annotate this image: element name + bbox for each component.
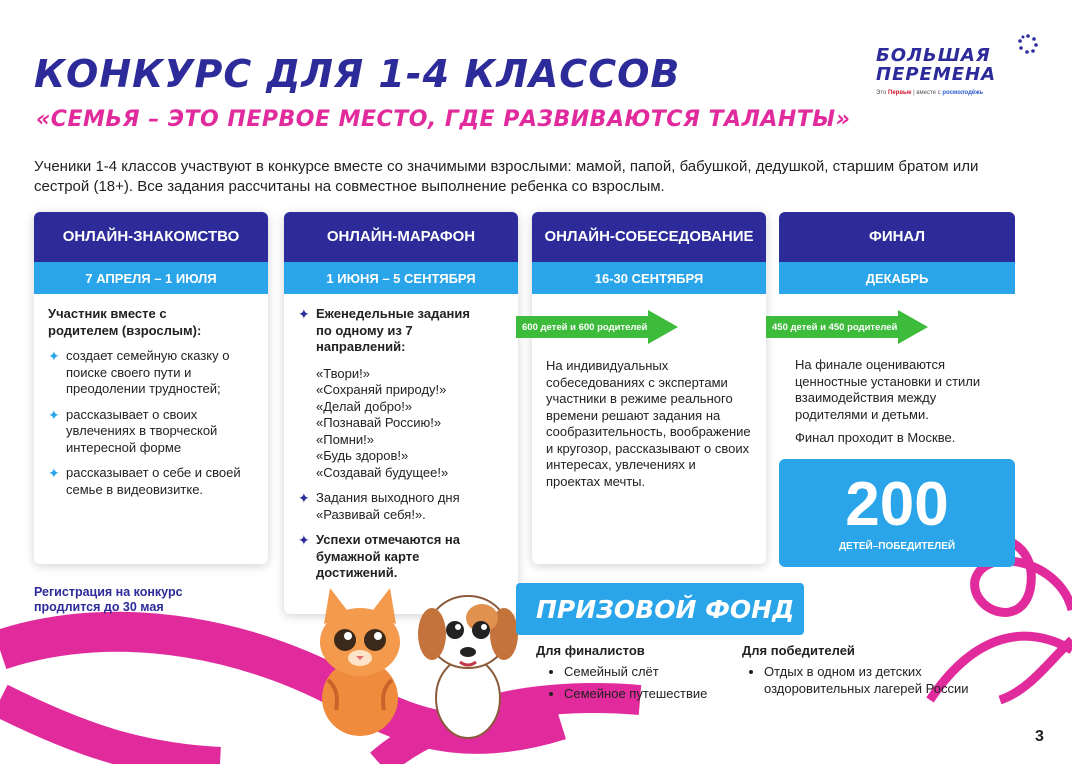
list-item: [298, 306, 504, 356]
stage-dates: 7 АПРЕЛЯ – 1 ИЮЛЯ: [34, 262, 268, 294]
arrow-right-icon: [766, 310, 928, 344]
page-title: КОНКУРС ДЛЯ 1-4 КЛАССОВ: [34, 52, 681, 96]
list-item: [48, 348, 254, 398]
page-number: 3: [1035, 728, 1044, 745]
prize-finalists-list: [536, 663, 736, 702]
winners-label: ДЕТЕЙ–ПОБЕДИТЕЛЕЙ: [838, 541, 956, 552]
stage-title: ОНЛАЙН-МАРАФОН: [284, 212, 518, 262]
list-item: [48, 407, 254, 457]
sparkle-icon: ✦: [298, 490, 310, 506]
prize-winners: [742, 642, 1002, 702]
direction-item: «Твори!»: [316, 365, 370, 381]
directions-list: [316, 366, 504, 482]
prize-finalists: [536, 642, 736, 707]
stage-lead: Участник вместе с родителем (взрослым):: [48, 306, 202, 338]
sparkle-icon: ✦: [298, 532, 310, 548]
stage-description: На индивидуальных собеседованиях с экспертами участники в режиме реального времени решают задания на сообразительность, воображение и кругозор, рассказывают о своих интересах, увлечениях и проектах мечты.: [546, 358, 751, 489]
direction-item: «Делай добро!»: [316, 398, 413, 414]
list-item: • Отдых в одном из детских оздоровительных лагерей России: [764, 663, 1002, 697]
bullet-text: Задания выходного дня «Развивай себя!».: [316, 490, 460, 522]
pets-illustration: [300, 580, 530, 740]
list-item: • Семейный слёт: [564, 663, 736, 680]
direction-item: «Будь здоров!»: [316, 448, 409, 463]
logo-sub-mid: вместе с: [916, 90, 941, 96]
intro-text: Ученики 1-4 классов участвуют в конкурсе вместе со значимыми взрослыми: мамой, папой, бабушкой, дедушкой, старшим братом или сестрой (18+). Все задания рассчитаны на совместное выполнение ребенка со взрослым.: [34, 158, 979, 195]
prize-winners-list: [742, 663, 1002, 697]
bullet-text: Еженедельные задания по одному из 7 направлений:: [316, 306, 470, 354]
final-location: Финал проходит в Москве.: [795, 430, 956, 445]
list-item: [48, 465, 254, 498]
winners-box: [779, 459, 1015, 567]
bullet-text: создает семейную сказку о поиске своего пути и преодолении трудностей;: [66, 348, 230, 396]
logo-line-2: ПЕРЕМЕНА: [876, 64, 997, 85]
logo-sub-partner: росмолодёжь: [942, 90, 984, 96]
stage-dates: 16-30 СЕНТЯБРЯ: [532, 262, 766, 294]
page-subtitle: «СЕМЬЯ – ЭТО ПЕРВОЕ МЕСТО, ГДЕ РАЗВИВАЮТСЯ ТАЛАНТЫ»: [36, 107, 851, 132]
arrow-label: 600 детей и 600 родителей: [522, 321, 648, 333]
logo-line-1: БОЛЬШАЯ: [876, 45, 991, 66]
bullet-text: рассказывает о себе и своей семье в видеовизитке.: [66, 465, 241, 497]
sparkle-icon: ✦: [48, 348, 60, 364]
final-description: На финале оцениваются ценностные установки и стили взаимодействия между родителями и детьми.: [795, 357, 981, 422]
sparkle-icon: ✦: [48, 406, 60, 423]
stage-title: ОНЛАЙН-ЗНАКОМСТВО: [34, 212, 268, 262]
logo-dots-icon: [1018, 34, 1038, 54]
bullet-text: Успехи отмечаются на бумажной карте достижений.: [316, 532, 461, 580]
stage-card-online-marathon: [284, 212, 518, 614]
stage-card-online-acquaintance: [34, 212, 268, 564]
direction-item: «Создавай будущее!»: [316, 464, 449, 480]
winners-count: 200: [845, 470, 949, 539]
prize-winners-heading: Для победителей: [742, 643, 855, 658]
list-item: [298, 490, 504, 523]
logo-subline: Это Первые | вместе с росмолодёжь: [876, 90, 984, 96]
stage-card-online-interview: [532, 212, 766, 564]
logo: [876, 34, 1038, 104]
arrow-right-icon: [516, 310, 678, 344]
puppy-illustration: [418, 596, 518, 738]
stage-title: ФИНАЛ: [779, 212, 1015, 262]
stage-dates: ДЕКАБРЬ: [779, 262, 1015, 294]
sparkle-icon: ✦: [48, 465, 60, 481]
arrow-label: 450 детей и 450 родителей: [772, 321, 898, 333]
kitten-illustration: [320, 588, 400, 736]
logo-sub-prefix: Это: [876, 90, 887, 96]
direction-item: «Сохраняй природу!»: [316, 382, 447, 397]
prize-fund-banner: ПРИЗОВОЙ ФОНД: [516, 583, 804, 635]
bullet-text: рассказывает о своих увлечениях в творческой интересной форме: [66, 406, 218, 455]
list-item: • Семейное путешествие: [564, 685, 736, 702]
stage-dates: 1 ИЮНЯ – 5 СЕНТЯБРЯ: [284, 262, 518, 294]
registration-note: Регистрация на конкурс продлится до 30 мая: [34, 585, 183, 614]
list-item: [298, 532, 504, 582]
logo-sub-brand: Первые: [888, 90, 912, 96]
direction-item: «Помни!»: [316, 431, 375, 447]
stage-title: ОНЛАЙН-СОБЕСЕДОВАНИЕ: [532, 212, 766, 262]
sparkle-icon: ✦: [298, 306, 310, 322]
prize-finalists-heading: Для финалистов: [536, 643, 645, 658]
stage-card-final: [779, 212, 1015, 262]
direction-item: «Познавай Россию!»: [316, 415, 442, 430]
